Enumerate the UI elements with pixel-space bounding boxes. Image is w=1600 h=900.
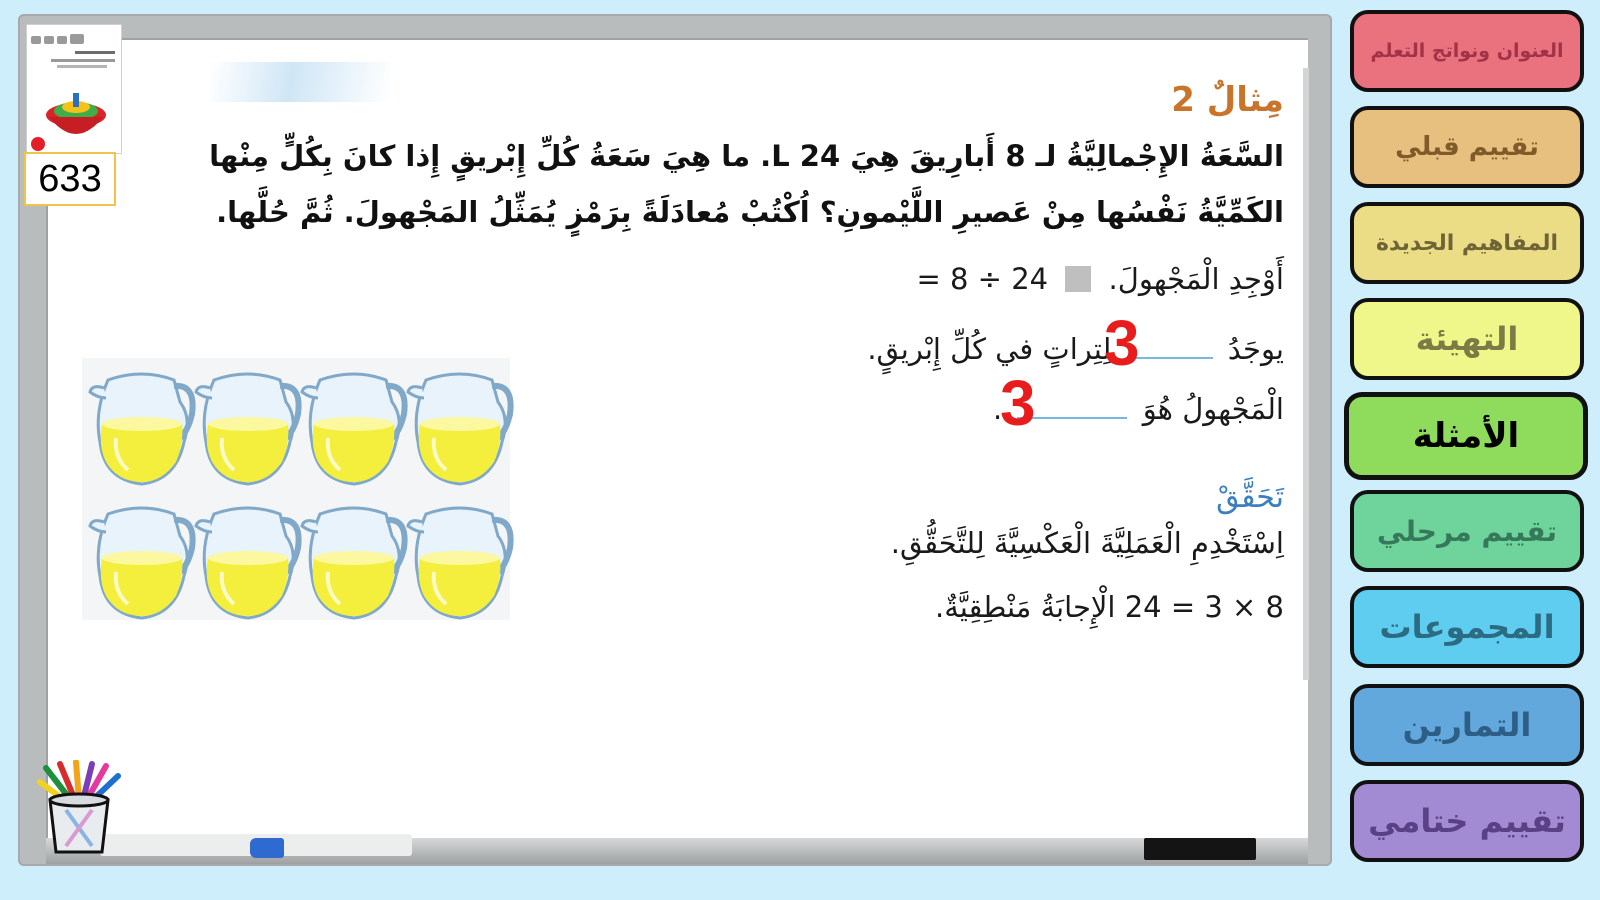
pitcher-icon (88, 496, 196, 622)
pitcher-icon (406, 362, 514, 488)
there-are-line (867, 332, 1284, 366)
pitchers-illustration (82, 358, 510, 620)
pitcher-icon (194, 362, 302, 488)
nav-button-label: التمارين (1402, 706, 1532, 744)
unknown-is-suffix: . (993, 392, 1003, 426)
nav-button-label: تقييم مرحلي (1377, 514, 1557, 548)
blue-marker-icon (250, 838, 284, 858)
nav-button-6[interactable] (1350, 490, 1584, 572)
check-line (935, 590, 1284, 624)
pitcher-icon (300, 362, 408, 488)
check-instruction: اِسْتَخْدِمِ الْعَمَلِيَّةَ الْعَكْسِيَّةَ لِلتَّحَقُّقِ. (890, 526, 1284, 560)
example-title: مِثالٌ 2 (1171, 80, 1284, 120)
nav-button-5[interactable] (1344, 392, 1588, 480)
there-are-suffix: لِتِراتٍ في كُلِّ إِبْريقٍ. (867, 332, 1112, 366)
eraser-icon (1144, 838, 1256, 860)
nav-button-label: الأمثلة (1412, 416, 1520, 456)
spinning-top-icon (41, 89, 111, 151)
check-title: تَحَقَّقْ (1216, 480, 1284, 515)
pitcher-icon (300, 496, 408, 622)
decorative-glare (210, 62, 390, 102)
nav-button-4[interactable] (1350, 298, 1584, 380)
nav-button-label: تقييم قبلي (1395, 132, 1539, 162)
check-result: الْإِجابَةُ مَنْطِقِيَّةٌ. (935, 590, 1116, 624)
nav-button-label: المفاهيم الجديدة (1375, 230, 1559, 256)
unknown-is-prefix: الْمَجْهولُ هُوَ (1142, 392, 1284, 426)
pitcher-icon (88, 362, 196, 488)
answer-unknown-value: 3 (1000, 367, 1036, 439)
pencil-cup-icon (36, 760, 126, 856)
nav-button-2[interactable] (1350, 106, 1584, 188)
book-cover-thumbnail (26, 24, 122, 154)
nav-button-9[interactable] (1350, 780, 1584, 862)
nav-button-7[interactable] (1350, 586, 1584, 668)
problem-statement: السَّعَةُ الإِجْمالِيَّةُ لـ 8 أَبارِيقَ هِيَ 24 L. ما هِيَ سَعَةُ كُلِّ إِبْريقٍ إِذا كانَ بِكُلٍّ مِنْها الكَمِّيَّةُ نَفْسُها مِنْ عَصيرِ اللَّيْمونِ؟ اُكْتُبْ مُعادَلَةً بِرَمْزٍ يُمَثِّلُ المَجْهولَ. ثُمَّ حُلَّها. (209, 139, 1284, 229)
pitcher-icon (406, 496, 514, 622)
board-edge (1303, 68, 1309, 680)
nav-button-label: العنوان ونواتج التعلم (1370, 40, 1564, 62)
find-unknown-line (917, 262, 1285, 296)
there-are-prefix: يوجَدُ (1227, 332, 1284, 366)
unknown-square-icon (1065, 266, 1091, 292)
nav-button-label: التهيئة (1415, 320, 1519, 358)
answer-liters-per-pitcher: 3 (1104, 307, 1140, 379)
book-header-logos (31, 29, 117, 43)
pitcher-icon (194, 496, 302, 622)
page-number: 633 (24, 152, 116, 206)
nav-button-3[interactable] (1350, 202, 1584, 284)
unknown-is-line (993, 392, 1284, 426)
find-unknown-label: أَوْجِدِ الْمَجْهولَ. (1108, 262, 1284, 296)
check-equation: 24 = 3 × 8 (1124, 590, 1284, 624)
find-unknown-equation: = 8 ÷ 24 (916, 262, 1049, 296)
nav-button-label: المجموعات (1379, 608, 1555, 646)
nav-button-label: تقييم ختامي (1368, 802, 1566, 840)
nav-button-1[interactable] (1350, 10, 1584, 92)
nav-button-8[interactable] (1350, 684, 1584, 766)
